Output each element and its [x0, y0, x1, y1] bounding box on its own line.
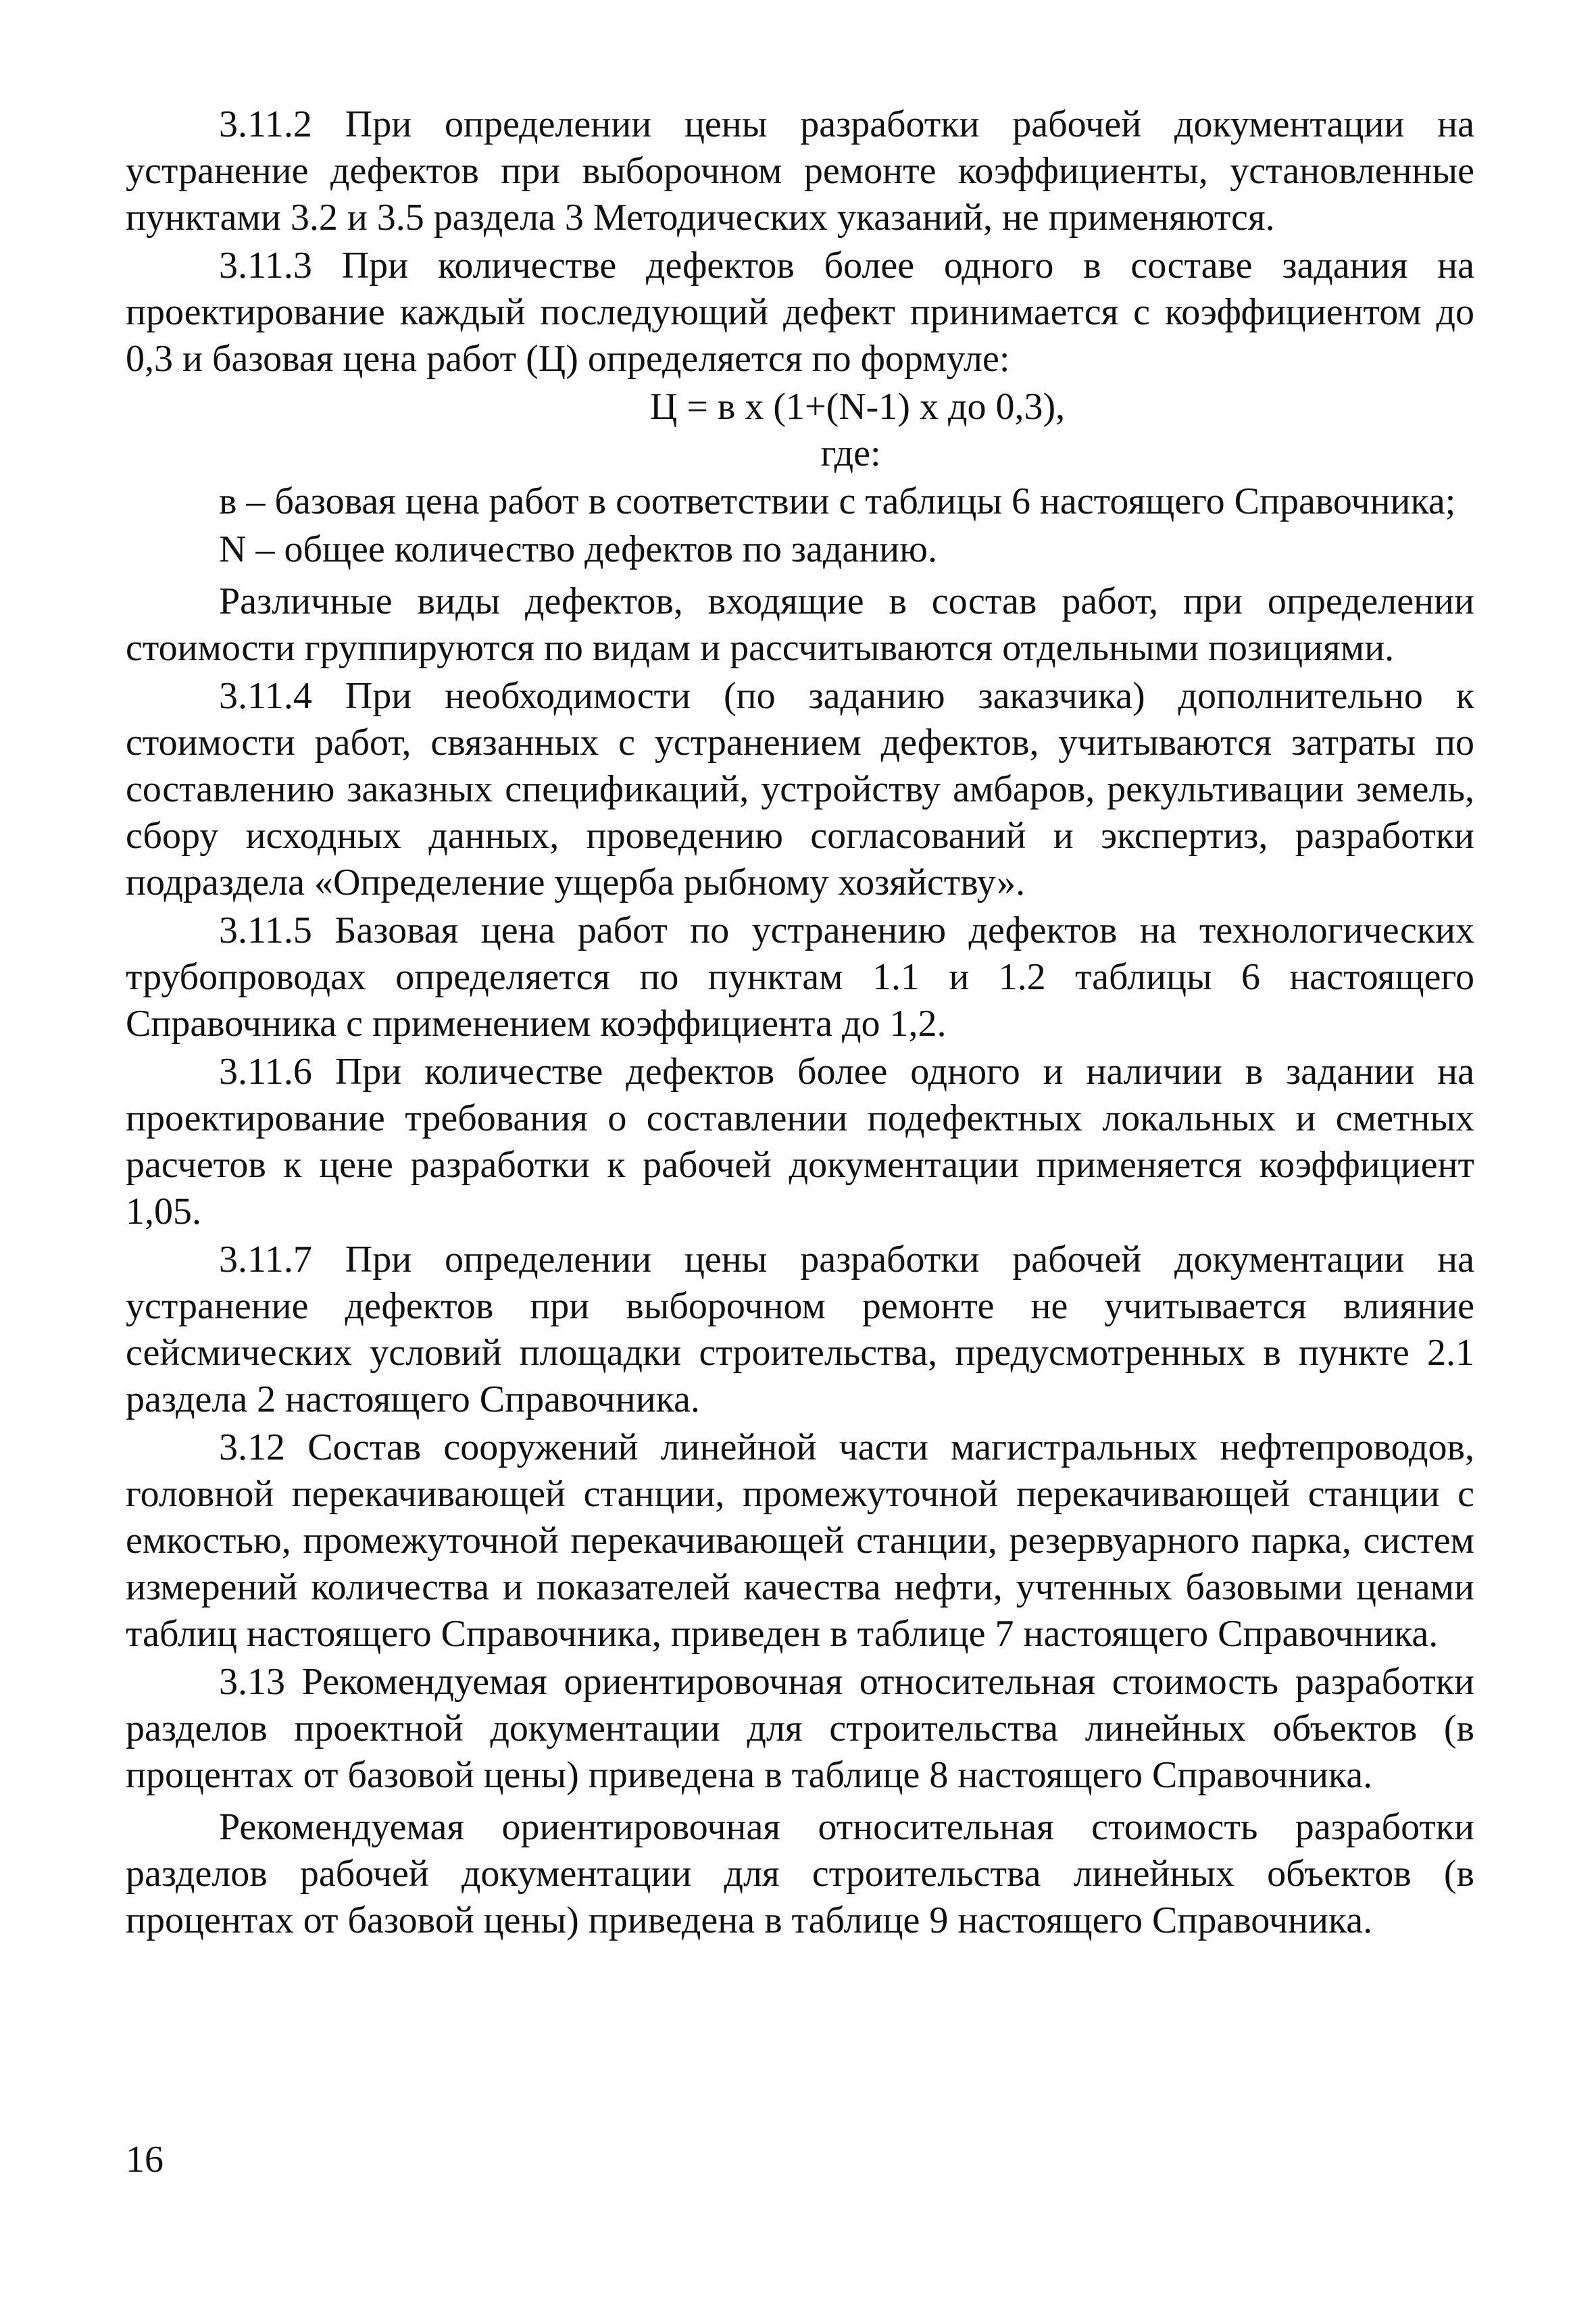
paragraph-3-13: 3.13 Рекомендуемая ориентировочная относительная стоимость разработки разделов проектной документации для строительства линейных объектов (в процентах от базовой цены) приведена в таблице 8 настоящего Справочника. [126, 1661, 1474, 1796]
paragraph-3-11-5: 3.11.5 Базовая цена работ по устранению дефектов на технологических трубопроводах определяется по пунктам 1.1 и 1.2 таблицы 6 настоящего Справочника с применением коэффициента до 1,2. [126, 910, 1474, 1045]
paragraph-3-12: 3.12 Состав сооружений линейной части магистральных нефтепроводов, головной перекачивающей станции, промежуточной перекачивающей станции с емкостью, промежуточной перекачивающей станции, резервуарного парка, систем измерений количества и показателей качества нефти, учтенных базовыми ценами таблиц настоящего Справочника, приведен в таблице 7 настоящего Справочника. [126, 1426, 1474, 1655]
page-number: 16 [126, 2139, 164, 2181]
paragraph-defect-groups: Различные виды дефектов, входящие в состав работ, при определении стоимости группируются по видам и рассчитываются отдельными позициями. [126, 580, 1474, 669]
paragraph-3-11-7: 3.11.7 При определении цены разработки рабочей документации на устранение дефектов при выборочном ремонте не учитывается влияние сейсмических условий площадки строительства, предусмотренных в пункте 2.1 раздела 2 настоящего Справочника. [126, 1239, 1474, 1420]
price-formula: Ц = в х (1+(N-1) х до 0,3), [649, 386, 1066, 428]
paragraph-3-11-4: 3.11.4 При необходимости (по заданию заказчика) дополнительно к стоимости работ, связанных с устранением дефектов, учитываются затраты по составлению заказных спецификаций, устройству амбаров, рекультивации земель, сбору исходных данных, проведению согласований и экспертиз, разработки подраздела «Определение ущерба рыбному хозяйству». [126, 675, 1474, 903]
document-page [126, 101, 1474, 1945]
paragraph-3-11-6: 3.11.6 При количестве дефектов более одного и наличии в задании на проектирование требования о составлении подефектных локальных и сметных расчетов к цене разработки к рабочей документации применяется коэффициент 1,05. [126, 1051, 1474, 1233]
paragraph-working-docs: Рекомендуемая ориентировочная относительная стоимость разработки разделов рабочей документации для строительства линейных объектов (в процентах от базовой цены) приведена в таблице 9 настоящего Справочника. [126, 1806, 1474, 1941]
definition-n: N – общее количество дефектов по заданию. [219, 528, 937, 570]
definition-v: в – базовая цена работ в соответствии с таблицы 6 настоящего Справочника; [219, 480, 1456, 522]
paragraph-3-11-2: 3.11.2 При определении цены разработки рабочей документации на устранение дефектов при выборочном ремонте коэффициенты, установленные пунктами 3.2 и 3.5 раздела 3 Методических указаний, не применяются. [126, 103, 1474, 239]
paragraph-3-11-3: 3.11.3 При количестве дефектов более одного в составе задания на проектирование каждый последующий дефект принимается с коэффициентом до 0,3 и базовая цена работ (Ц) определяется по формуле: [126, 245, 1474, 380]
formula-where-label: где: [820, 432, 881, 474]
